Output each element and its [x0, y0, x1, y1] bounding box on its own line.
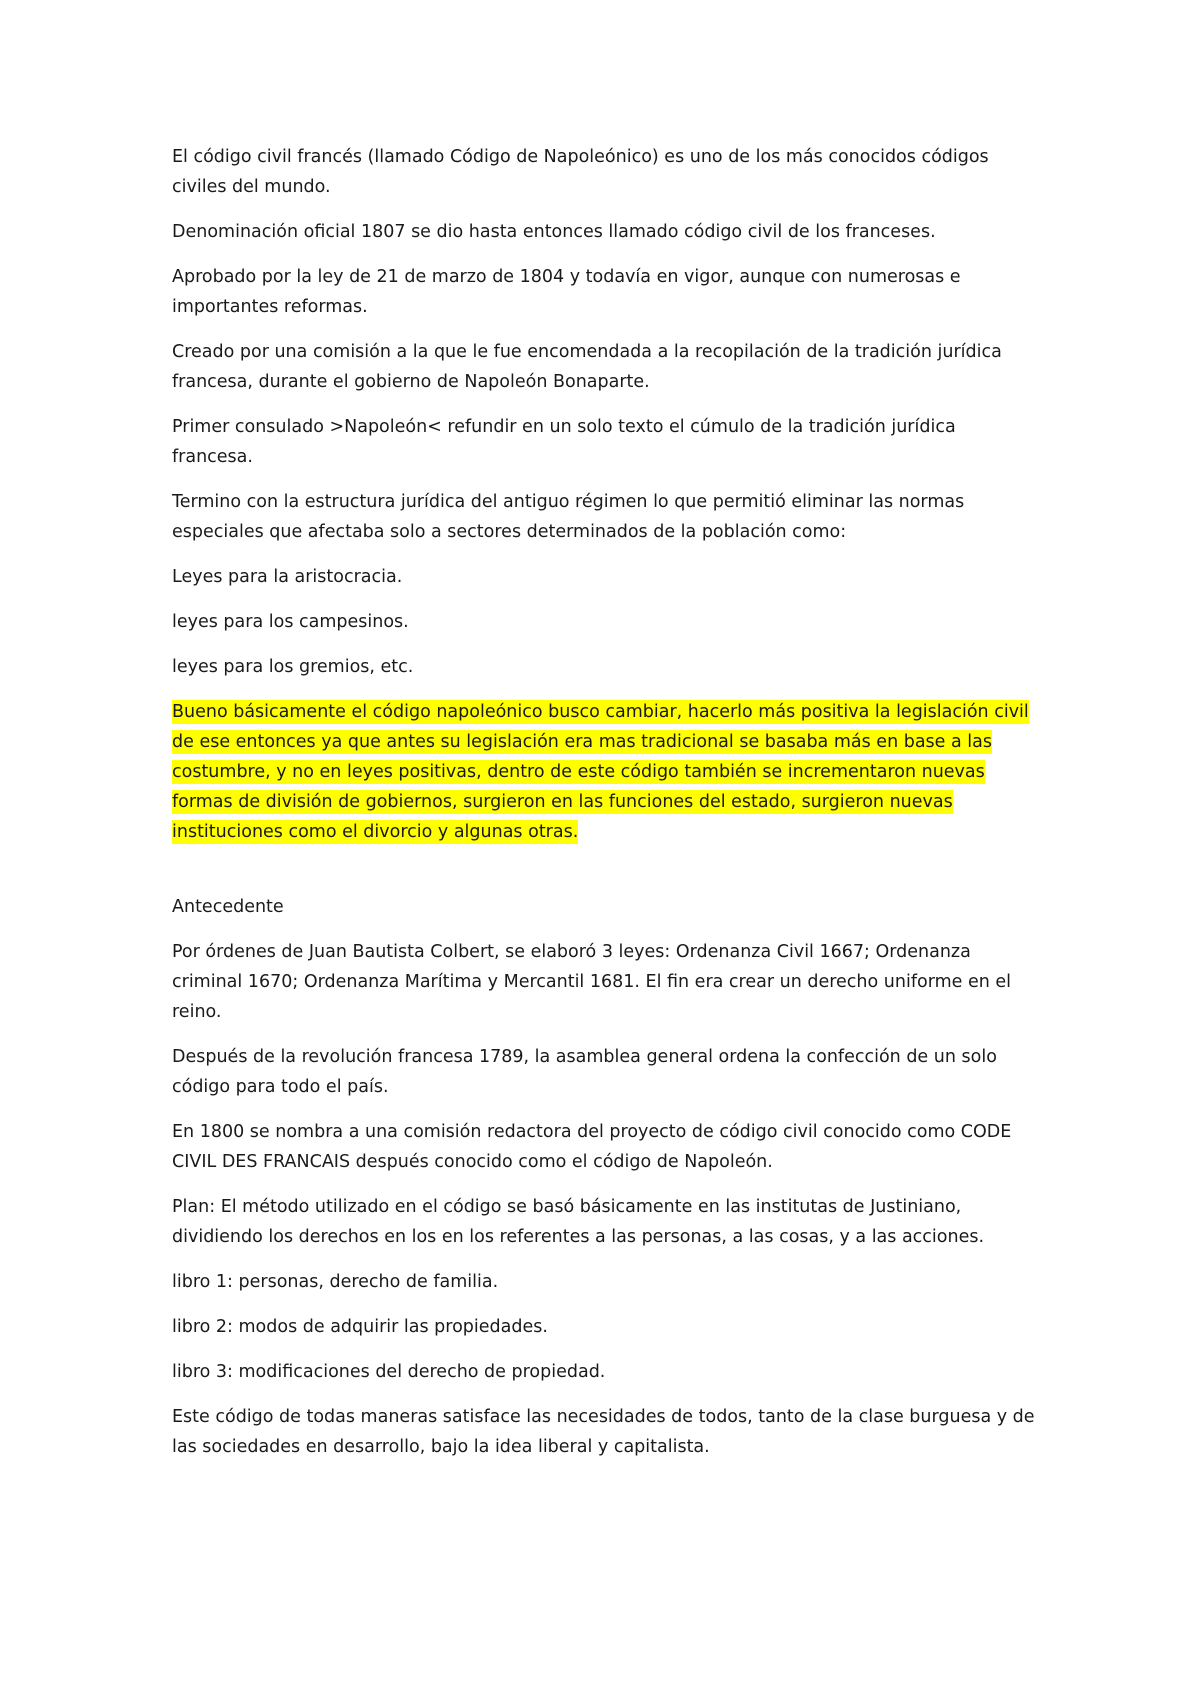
paragraph-plan: Plan: El método utilizado en el código se basó básicamente en las institutas de Justiniano, dividiendo los derechos en los en los referentes a las personas, a las cosas, y a las acciones. [172, 1197, 985, 1247]
paragraph-intro: El código civil francés (llamado Código de Napoleónico) es uno de los más conocidos códigos civiles del mundo. [172, 147, 989, 197]
list-item-aristocracia: Leyes para la aristocracia. [172, 567, 403, 587]
list-item-libro-3: libro 3: modificaciones del derecho de propiedad. [172, 1362, 606, 1382]
paragraph-aprobado: Aprobado por la ley de 21 de marzo de 1804 y todavía en vigor, aunque con numerosas e importantes reformas. [172, 267, 961, 317]
list-item-libro-2: libro 2: modos de adquirir las propiedades. [172, 1317, 548, 1337]
paragraph-termino: Termino con la estructura jurídica del antiguo régimen lo que permitió eliminar las normas especiales que afectaba solo a sectores determinados de la población como: [172, 492, 965, 542]
paragraph-conclusion: Este código de todas maneras satisface las necesidades de todos, tanto de la clase burguesa y de las sociedades en desarrollo, bajo la idea liberal y capitalista. [172, 1407, 1035, 1457]
paragraph-colbert: Por órdenes de Juan Bautista Colbert, se elaboró 3 leyes: Ordenanza Civil 1667; Ordenanza criminal 1670; Ordenanza Marítima y Mercantil 1681. El fin era crear un derecho uniforme en el reino. [172, 942, 1012, 1022]
paragraph-primer-consulado: Primer consulado >Napoleón< refundir en un solo texto el cúmulo de la tradición jurídica francesa. [172, 417, 956, 467]
highlighted-text: Bueno básicamente el código napoleónico busco cambiar, hacerlo más positiva la legislación civil de ese entonces ya que antes su legislación era mas tradicional se basaba más en base a las costumbre, y no en leyes positivas, dentro de este código también se incrementaron nuevas formas de división de gobiernos, surgieron en las funciones del estado, surgieron nuevas instituciones como el divorcio y algunas otras. [172, 702, 1029, 842]
paragraph-highlighted [172, 697, 1042, 847]
paragraph-denominacion: Denominación oficial 1807 se dio hasta entonces llamado código civil de los franceses. [172, 222, 936, 242]
list-item-campesinos: leyes para los campesinos. [172, 612, 409, 632]
list-item-libro-1: libro 1: personas, derecho de familia. [172, 1272, 499, 1292]
paragraph-comision-1800: En 1800 se nombra a una comisión redactora del proyecto de código civil conocido como CODE CIVIL DES FRANCAIS después conocido como el código de Napoleón. [172, 1122, 1012, 1172]
paragraph-revolucion: Después de la revolución francesa 1789, la asamblea general ordena la confección de un solo código para todo el país. [172, 1047, 997, 1097]
section-heading-antecedente: Antecedente [172, 897, 284, 917]
paragraph-creado: Creado por una comisión a la que le fue encomendada a la recopilación de la tradición jurídica francesa, durante el gobierno de Napoleón Bonaparte. [172, 342, 1002, 392]
document-body [172, 142, 1042, 1477]
list-item-gremios: leyes para los gremios, etc. [172, 657, 414, 677]
